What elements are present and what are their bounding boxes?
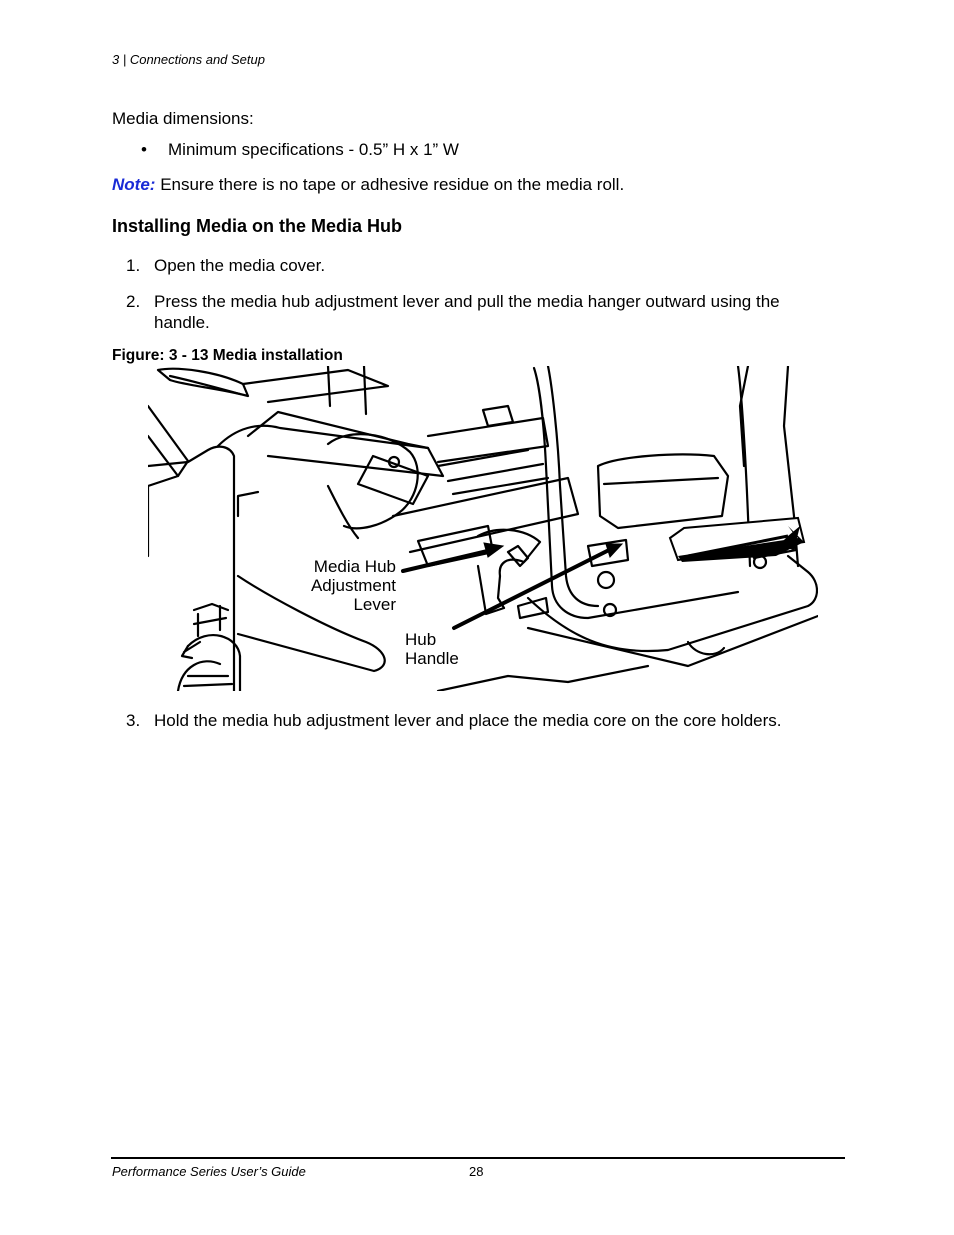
step-text: Press the media hub adjustment lever and pull the media hanger outward using the xyxy=(154,292,780,311)
callout-line: Handle xyxy=(405,649,459,668)
step-text-continued: handle. xyxy=(154,313,210,332)
step-text: Hold the media hub adjustment lever and place the media core on the core holders. xyxy=(154,711,782,730)
step-number: 2. xyxy=(126,292,141,311)
bullet-marker: • xyxy=(141,140,147,159)
callout-line: Lever xyxy=(353,595,396,614)
media-installation-figure xyxy=(148,366,818,691)
step-2 xyxy=(0,291,954,335)
callout-hub-handle xyxy=(405,630,459,668)
callout-line: Hub xyxy=(405,630,437,649)
min-spec-item: Minimum specifications - 0.5” H x 1” W xyxy=(168,140,459,159)
note-text: Ensure there is no tape or adhesive residue on the media roll. xyxy=(160,175,625,194)
step-text: Open the media cover. xyxy=(154,256,326,275)
section-title: Installing Media on the Media Hub xyxy=(112,216,403,236)
footer-rule xyxy=(111,1157,845,1159)
note-paragraph xyxy=(112,174,624,195)
media-dimensions-label: Media dimensions: xyxy=(112,109,254,128)
callout-line: Media Hub xyxy=(313,557,396,576)
figure-caption: Figure: 3 - 13 Media installation xyxy=(112,347,343,364)
note-label: Note: xyxy=(112,175,156,194)
printer-line-drawing xyxy=(148,366,818,691)
callout-media-hub-adjustment-lever xyxy=(286,557,396,614)
callout-line: Adjustment xyxy=(310,576,396,595)
page-number: 28 xyxy=(469,1164,484,1179)
step-number: 1. xyxy=(126,256,141,275)
step-number: 3. xyxy=(126,711,141,730)
footer-title: Performance Series User’s Guide xyxy=(112,1164,306,1179)
running-header: 3 | Connections and Setup xyxy=(112,52,265,67)
